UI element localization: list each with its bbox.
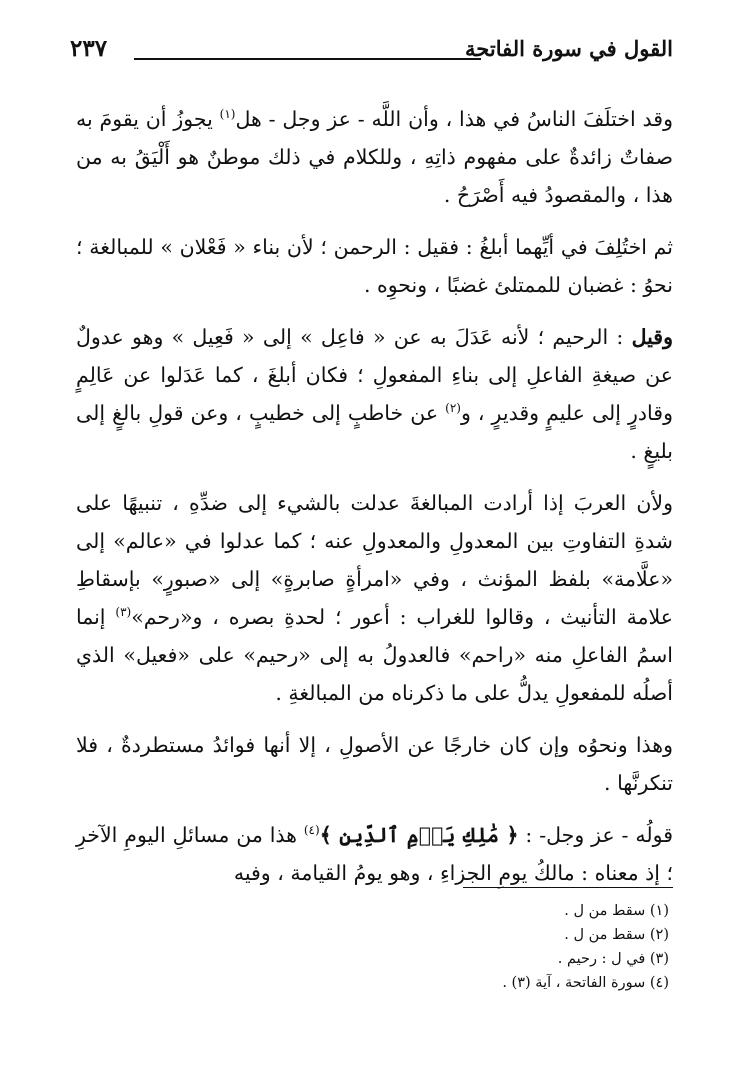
text-run: : الرحيم ؛ لأنه عَدَلَ به عن « فاعِل » إلى « فَعِيل » وهو عدولٌ عن صيغةِ الفاعلِ إلى بناءِ المفعولِ ؛ فكان أبلغَ ، كما عَدَلوا عن عَالِمٍ وقادرٍ إلى عليمٍ وقديرٍ ، و (76, 325, 673, 425)
paragraph-p5 (76, 726, 673, 802)
footnote-item: (٢) سقط من ل . (564, 927, 669, 943)
header-rule (134, 58, 481, 60)
main-text (76, 100, 673, 892)
paragraph-p4 (76, 484, 673, 712)
running-header (70, 32, 673, 72)
text-run: عن خاطبٍ إلى خطيبٍ ، وعن قولِ بالغٍ إلى بليغٍ . (76, 401, 673, 463)
text-run: قولُه - عز وجل- : (518, 823, 674, 847)
footnote-marker: (٤) (303, 823, 320, 838)
paragraph-p1 (76, 100, 673, 214)
paragraph-p3 (76, 318, 673, 470)
text-run: يجوزُ أن يقومَ به صفاتٌ زائدةٌ على مفهوم ذاتِهِ ، وللكلام في ذلك موطنٌ هو أَلْيَقُ به من هذا ، والمقصودُ فيه أَصْرَحُ . (76, 107, 673, 207)
text-run: ولأن العربَ إذا أرادت المبالغةَ عدلت بالشيء إلى ضدِّهِ ، تنبيهًا على شدةِ التفاوتِ بين المعدولِ والمعدولِ عنه ؛ كما عدلوا في «عالم» إلى «علَّامة» بلفظ المؤنث ، وفي «امرأةٍ صابرةٍ» إلى «صبورٍ» بإسقاطِ علامة التأنيث ، وقالوا للغراب : أعور ؛ لحدةِ بصره ، و«رحم» (76, 491, 674, 629)
footnote-marker: (٣) (115, 605, 132, 620)
text-run: إنما اسمُ الفاعلِ منه «راحم» فالعدولُ به إلى «رحيم» على «فعيل» الذي أصلُه للمفعولِ يدلُّ على ما ذكرناه من المبالغةِ . (76, 605, 673, 705)
footnote-separator (463, 887, 673, 888)
paragraph-p6 (76, 816, 673, 892)
quran-verse: ﴿ مَٰلِكِ يَوۡمِ ٱلدِّينِ ﴾ (319, 823, 519, 847)
footnotes (502, 899, 669, 995)
text-run: هذا من مسائلِ اليومِ الآخرِ ؛ إذ معناه : مالكُ يومِ الجزاءِ ، وهو يومُ القيامة ، وفيه (76, 823, 673, 885)
footnote-marker: (١) (219, 107, 236, 122)
paragraph-p2 (76, 228, 673, 304)
text-run: ثم اختُلِفَ في أيِّهما أبلغُ : فقيل : الرحمن ؛ لأن بناء « فَعْلان » للمبالغة ؛ نحوُ : غضبان للممتلئ غضبًا ، ونحوِه . (76, 235, 673, 297)
footnote-item: (١) سقط من ل . (564, 903, 669, 919)
text-run: وقد اختلَفَ الناسُ في هذا ، وأن اللَّه - عز وجل - هل (235, 107, 673, 131)
lead-word: وقيل (631, 325, 673, 349)
running-title: القول في سورة الفاتحة (465, 36, 673, 61)
footnote-marker: (٢) (445, 401, 461, 416)
footnote-item: (٣) في ل : رحيم . (557, 951, 669, 967)
footnote-item: (٤) سورة الفاتحة ، آية (٣) . (502, 975, 669, 991)
text-run: وهذا ونحوُه وإن كان خارجًا عن الأصولِ ، إلا أنها فوائدُ مستطردةٌ ، فلا تنكرنَّها . (76, 733, 673, 795)
page-number: ٢٣٧ (70, 35, 108, 62)
